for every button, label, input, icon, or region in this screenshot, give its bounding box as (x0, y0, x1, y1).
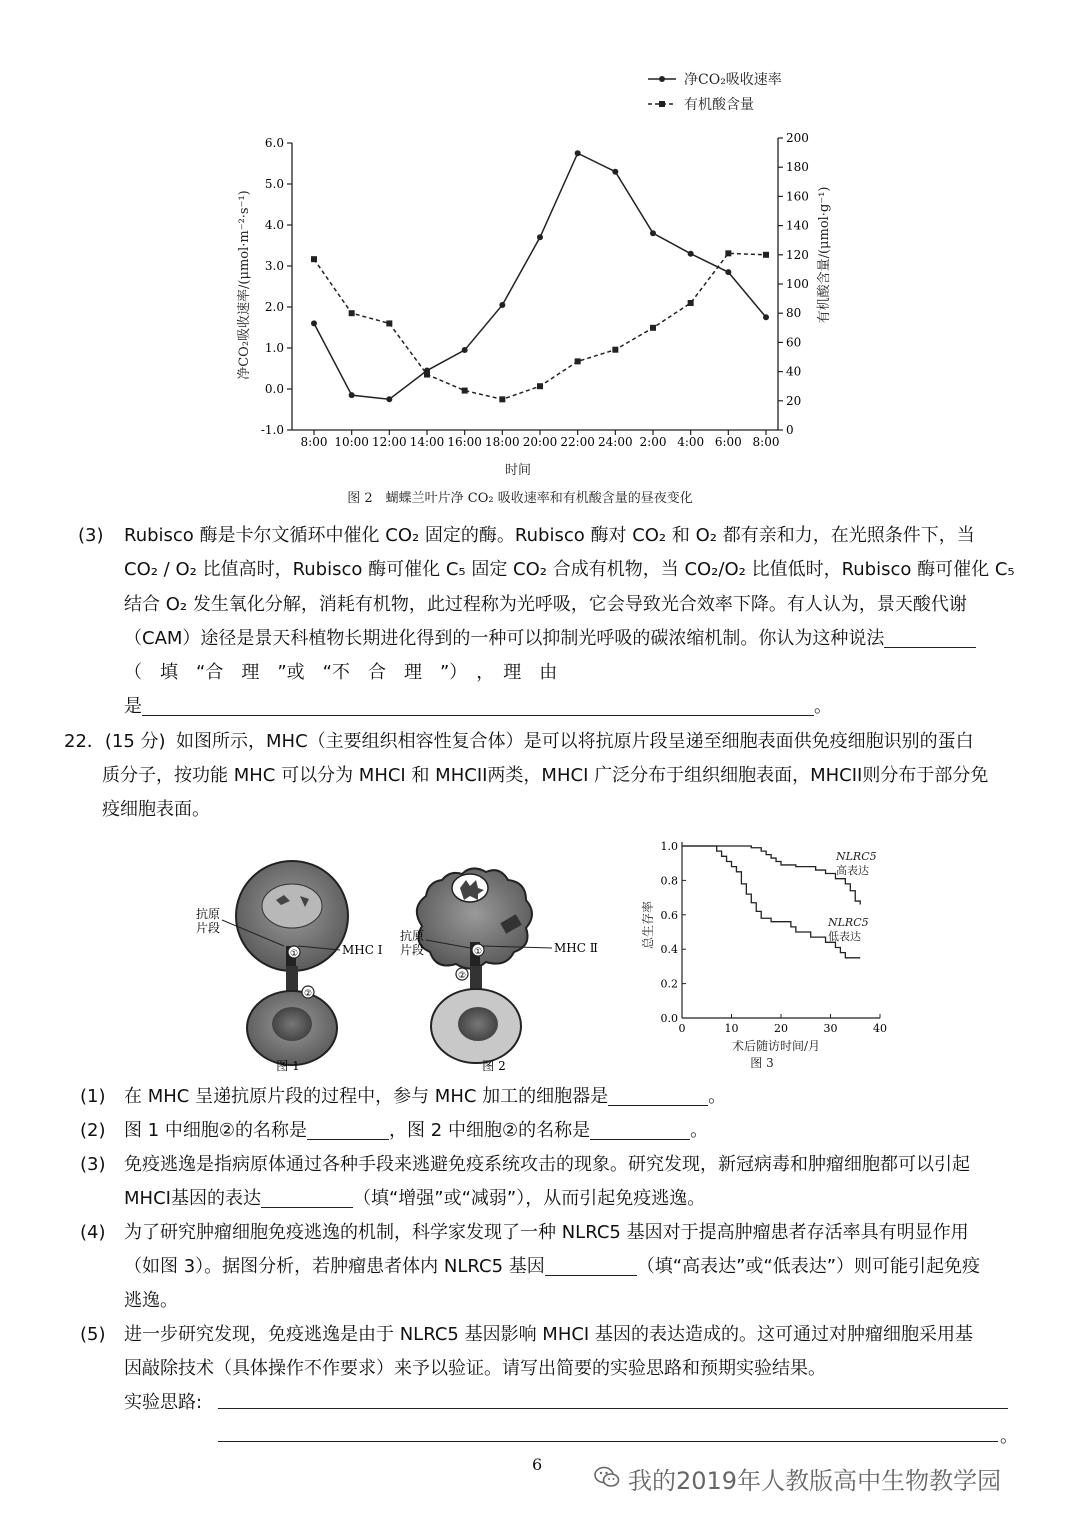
q21-3-number: (3) (78, 525, 104, 546)
fig1-label-antigen-2: 片段 (196, 921, 221, 935)
watermark-text: 我的2019年人教版高中生物教学园 (628, 1467, 1002, 1495)
fig2-cell-2-nucleus (458, 1007, 498, 1041)
q21-3-line6 (124, 690, 832, 724)
point-co2 (462, 347, 468, 353)
fig3-y-tick-label: 0.8 (660, 874, 678, 888)
q21-3-line6-text: 是 (124, 696, 142, 717)
fig1-cell-2-nucleus (272, 1007, 312, 1041)
legend-marker-co2 (659, 76, 665, 82)
fig2-left-tick-label: 1.0 (264, 341, 284, 355)
q22-4-line2 (124, 1250, 980, 1284)
q22-2-text-b: ，图 2 中细胞②的名称是 (389, 1120, 591, 1141)
fig2-y-left-label: 净CO₂吸收速率/(μmol·m⁻²·s⁻¹) (237, 190, 252, 380)
point-acid (311, 256, 317, 262)
fig3-x-tick-label: 20 (774, 1022, 788, 1035)
fig2-right-tick-label: 0 (786, 423, 794, 437)
fig2-x-tick-label: 12:00 (372, 435, 407, 449)
fig2-x-tick-label: 8:00 (752, 435, 780, 449)
fig3-x-tick-label: 30 (823, 1022, 838, 1035)
point-acid (462, 388, 468, 394)
point-co2 (386, 396, 392, 402)
legend-marker-acid (659, 101, 665, 107)
fig2-right-tick-label: 100 (786, 277, 809, 291)
q21-3-line4 (124, 622, 976, 656)
point-acid (612, 347, 618, 353)
fig2-x-tick-label: 18:00 (485, 435, 520, 449)
q21-3-line4-text: （CAM）途径是景天科植物长期进化得到的一种可以抑制光呼吸的碳浓缩机制。你认为这种说法 (124, 628, 885, 649)
q22-1-line (124, 1080, 726, 1114)
point-acid (386, 320, 392, 326)
q22-2-line (124, 1114, 708, 1148)
q22-4-text-b: （填“高表达”或“低表达”）则可能引起免疫 (636, 1256, 981, 1277)
fig2-x-tick-label: 14:00 (409, 435, 445, 449)
fig2-label-antigen-2: 片段 (400, 943, 425, 957)
point-acid (537, 383, 543, 389)
point-acid (424, 372, 430, 378)
fig1-label-mhc1: MHC Ⅰ (342, 943, 383, 957)
q21-3-answer-blank-2[interactable] (142, 693, 814, 716)
q21-3-answer-blank-1[interactable] (884, 625, 976, 648)
survival-curve-high (682, 846, 860, 904)
fig2-right-tick-label: 200 (786, 131, 809, 145)
fig1-marker-2-text: ② (303, 989, 313, 999)
point-acid (688, 300, 694, 306)
point-co2 (612, 169, 618, 175)
fig1-drawing (196, 861, 383, 1073)
point-co2 (537, 234, 543, 240)
fig2-left-tick-label: -1.0 (260, 423, 284, 437)
point-co2 (499, 302, 505, 308)
fig2-x-tick-label: 10:00 (334, 435, 369, 449)
point-acid (575, 358, 581, 364)
series-line-co2 (314, 153, 766, 399)
q22-1-text: 在 MHC 呈递抗原片段的过程中，参与 MHC 加工的细胞器是 (124, 1086, 609, 1107)
fig1-caption: 图 1 (276, 1059, 300, 1073)
point-co2 (650, 230, 656, 236)
fig2-label-mhc2: MHC Ⅱ (554, 941, 598, 955)
fig3-y-tick-label: 1.0 (660, 840, 678, 853)
fig2-x-label: 时间 (504, 463, 532, 478)
fig3-label-high-2: 高表达 (836, 864, 869, 877)
fig1-nucleus (262, 884, 322, 928)
fig2-tcr (470, 966, 482, 990)
q22-3-answer-blank[interactable] (261, 1185, 353, 1208)
q22-number: 22．(15 分) (64, 731, 166, 752)
page-number: 6 (532, 1455, 543, 1474)
q22-5-number: (5) (80, 1324, 106, 1345)
q21-3-line1: Rubisco 酶是卡尔文循环中催化 CO₂ 固定的酶。Rubisco 酶对 CO₂ 和 O₂ 都有亲和力，在光照条件下，当 (124, 525, 975, 546)
fig2-label-antigen-1: 抗原 (400, 929, 425, 943)
fig3-y-tick-label: 0.0 (660, 1012, 678, 1025)
q22-4-number: (4) (80, 1222, 106, 1243)
q22-5-line1: 进一步研究发现，免疫逃逸是由于 NLRC5 基因影响 MHCI 基因的表达造成的。这可通过对肿瘤细胞采用基 (124, 1324, 973, 1345)
fig3-x-label: 术后随访时间/月 (731, 1039, 821, 1053)
q22-1-answer-blank[interactable] (608, 1083, 708, 1106)
point-co2 (575, 150, 581, 156)
q22-3-text-a: MHCI基因的表达 (124, 1188, 261, 1209)
fig2-x-tick-label: 22:00 (560, 435, 595, 449)
point-co2 (725, 269, 731, 275)
q22-3-number: (3) (80, 1154, 106, 1175)
fig2-marker-2-text: ② (457, 971, 467, 981)
point-co2 (311, 320, 317, 326)
point-acid (725, 250, 731, 256)
q21-3-line2: CO₂ / O₂ 比值高时，Rubisco 酶可催化 C₅ 固定 CO₂ 合成有机物，当 CO₂/O₂ 比值低时，Rubisco 酶可催化 C₅ (124, 559, 1015, 580)
fig-mhc (180, 848, 620, 1078)
q22-2-text-a: 图 1 中细胞②的名称是 (124, 1120, 308, 1141)
fig3-x-tick-label: 10 (724, 1022, 739, 1035)
legend-co2: 净CO₂吸收速率 (684, 72, 782, 88)
point-acid (650, 325, 656, 331)
legend-acid: 有机酸含量 (684, 97, 754, 113)
fig2-right-tick-label: 180 (786, 160, 809, 175)
fig2-y-right-label: 有机酸含量/(μmol·g⁻¹) (817, 186, 832, 324)
fig3-y-label: 总生存率 (641, 900, 655, 950)
q22-5-end: 。 (1000, 1426, 1018, 1447)
fig2-x-tick-label: 16:00 (447, 435, 482, 449)
fig1-tcr (286, 966, 298, 992)
q22-5-answer-line-2[interactable] (218, 1441, 998, 1442)
q22-line3: 疫细胞表面。 (102, 799, 210, 820)
q22-2-answer-blank-1[interactable] (307, 1117, 389, 1140)
fig1-label-antigen-1: 抗原 (196, 907, 221, 921)
fig1-marker-1-text: ① (289, 949, 299, 959)
fig3-y-tick-label: 0.4 (660, 943, 678, 957)
fig3-label-low-2: 低表达 (828, 930, 861, 943)
q22-5-line3: 实验思路: (124, 1392, 203, 1413)
q22-4-line3: 逃逸。 (124, 1290, 178, 1311)
q22-1-number: (1) (80, 1086, 106, 1107)
fig2-right-tick-label: 140 (786, 218, 809, 233)
fig3-chart (630, 830, 910, 1080)
q21-3-end: 。 (814, 696, 832, 717)
q22-3-text-b: （填“增强”或“减弱”），从而引起免疫逃逸。 (352, 1188, 706, 1209)
point-co2 (688, 251, 694, 257)
q22-5-line2: 因敲除技术（具体操作不作要求）来予以验证。请写出简要的实验思路和预期实验结果。 (124, 1358, 826, 1379)
q22-line2: 质分子，按功能 MHC 可以分为 MHCI 和 MHCII两类，MHCI 广泛分布于组织细胞表面，MHCII则分布于部分免 (102, 765, 989, 786)
fig2-right-tick-label: 160 (786, 189, 809, 204)
point-co2 (763, 314, 769, 320)
fig3-x-tick-label: 40 (873, 1022, 887, 1035)
fig2-right-tick-label: 40 (786, 364, 802, 379)
q22-3-line2 (124, 1182, 705, 1216)
fig3-x-tick-label: 0 (678, 1022, 686, 1035)
fig3-y-tick-label: 0.2 (660, 977, 678, 991)
fig2-chart (0, 0, 1080, 520)
fig2-left-tick-label: 3.0 (264, 259, 284, 273)
series-line-acid (314, 253, 766, 399)
fig2-caption-mhc: 图 2 (482, 1059, 506, 1073)
q21-3-line5: （ 填 “合 理 ”或 “不 合 理 ”） ， 理 由 (124, 662, 558, 683)
q22-line1: 如图所示，MHC（主要组织相容性复合体）是可以将抗原片段呈递至细胞表面供免疫细胞识别的蛋白 (176, 731, 974, 752)
q21-3-line3: 结合 O₂ 发生氧化分解，消耗有机物，此过程称为光呼吸，它会导致光合效率下降。有人认为，景天酸代谢 (124, 594, 967, 615)
q22-2-end: 。 (690, 1120, 709, 1141)
fig2-x-tick-label: 20:00 (522, 435, 558, 449)
fig2-left-tick-label: 2.0 (264, 300, 284, 314)
point-acid (499, 396, 505, 402)
fig2-left-tick-label: 6.0 (264, 136, 284, 150)
fig2-left-tick-label: 0.0 (264, 382, 284, 396)
fig3-label-high-1: NLRC5 (836, 850, 877, 863)
q22-4-text-a: （如图 3）。据图分析，若肿瘤患者体内 NLRC5 基因 (124, 1256, 545, 1277)
fig2-marker-1-text: ① (473, 947, 483, 957)
fig3-y-tick-label: 0.6 (660, 908, 678, 922)
fig2-x-tick-label: 2:00 (639, 435, 667, 449)
fig2-right-tick-label: 80 (786, 306, 802, 321)
q22-2-number: (2) (80, 1120, 106, 1141)
fig2-left-tick-label: 5.0 (264, 177, 284, 191)
q22-4-answer-blank[interactable] (545, 1253, 637, 1276)
q22-2-answer-blank-2[interactable] (590, 1117, 690, 1140)
fig2-left-tick-label: 4.0 (264, 218, 284, 232)
fig2-caption: 图 2 蝴蝶兰叶片净 CO₂ 吸收速率和有机酸含量的昼夜变化 (347, 491, 693, 506)
fig3-caption: 图 3 (750, 1056, 774, 1070)
point-acid (763, 252, 769, 258)
q22-3-line1: 免疫逃逸是指病原体通过各种手段来逃避免疫系统攻击的现象。研究发现，新冠病毒和肿瘤细胞都可以引起 (124, 1154, 970, 1175)
fig2-x-tick-label: 6:00 (714, 435, 742, 449)
fig2-x-tick-label: 24:00 (598, 435, 633, 449)
fig2-right-tick-label: 20 (786, 393, 802, 408)
wechat-icon (594, 1464, 620, 1490)
q22-1-end: 。 (708, 1086, 727, 1107)
fig2-x-tick-label: 8:00 (300, 435, 328, 449)
point-co2 (349, 392, 355, 398)
q22-5-answer-line-1[interactable] (218, 1408, 1008, 1409)
q22-4-line1: 为了研究肿瘤细胞免疫逃逸的机制，科学家发现了一种 NLRC5 基因对于提高肿瘤患者存活率具有明显作用 (124, 1222, 969, 1243)
fig2-right-tick-label: 60 (786, 335, 802, 350)
fig2-drawing (400, 868, 598, 1073)
point-acid (349, 310, 355, 316)
fig3-label-low-1: NLRC5 (828, 916, 869, 929)
fig2-x-tick-label: 4:00 (677, 435, 705, 449)
fig2-right-tick-label: 120 (786, 247, 809, 262)
